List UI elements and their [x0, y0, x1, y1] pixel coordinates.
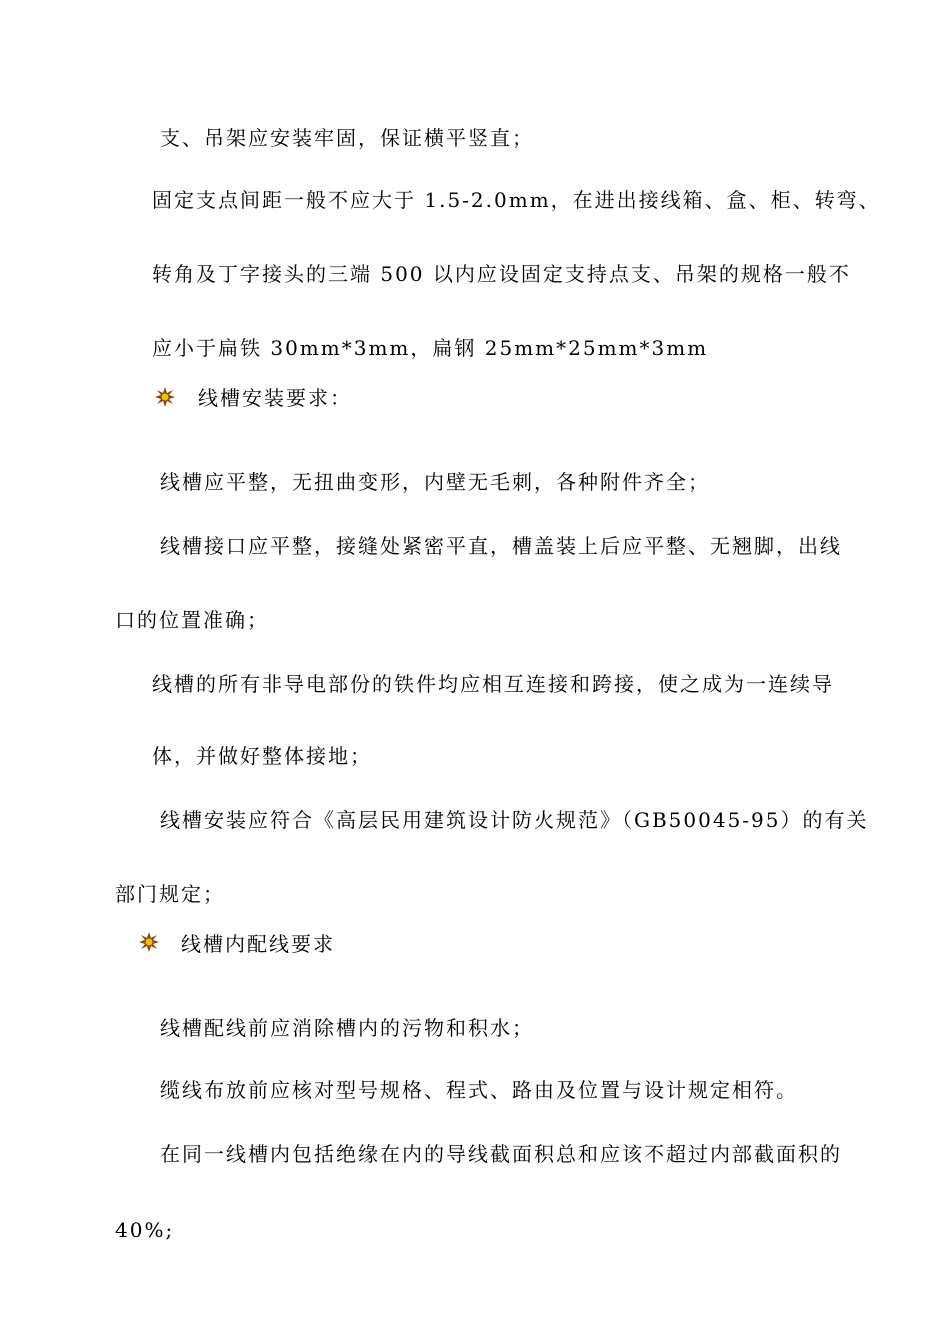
paragraph-trunking-joint: 线槽接口应平整，接缝处紧密平直，槽盖装上后应平整、无翘脚，出线	[160, 534, 842, 558]
paragraph-trunking-bonding: 线槽的所有非导电部份的铁件均应相互连接和跨接，使之成为一连续导	[152, 672, 834, 696]
paragraph-fixed-point-spacing-end: 应小于扁铁 30mm*3mm，扁钢 25mm*25mm*3mm	[152, 336, 709, 360]
paragraph-trunking-fire-code: 线槽安装应符合《高层民用建筑设计防火规范》（GB50045-95）的有关	[160, 808, 869, 832]
starburst-bullet-icon	[139, 932, 159, 952]
heading-trunking-install: 线槽安装要求：	[198, 386, 352, 410]
paragraph-wiring-clean: 线槽配线前应消除槽内的污物和积水；	[160, 1016, 534, 1040]
heading-trunking-wiring: 线槽内配线要求	[181, 932, 335, 956]
paragraph-fixed-point-spacing: 固定支点间距一般不应大于 1.5-2.0mm，在进出接线箱、盒、柜、转弯、	[152, 188, 881, 212]
paragraph-trunking-joint-cont: 口的位置准确；	[115, 608, 269, 632]
paragraph-fixed-point-spacing-cont: 转角及丁字接头的三端 500 以内应设固定支持点支、吊架的规格一般不	[152, 262, 851, 286]
starburst-bullet-icon	[155, 387, 175, 407]
paragraph-cross-section-cont: 40%;	[115, 1218, 175, 1242]
paragraph-cross-section: 在同一线槽内包括绝缘在内的导线截面积总和应该不超过内部截面积的	[160, 1142, 842, 1166]
paragraph-trunking-flat: 线槽应平整，无扭曲变形，内壁无毛刺，各种附件齐全；	[160, 470, 710, 494]
paragraph-trunking-bonding-cont: 体，并做好整体接地；	[152, 744, 372, 768]
paragraph-support-install: 支、吊架应安装牢固，保证横平竖直；	[160, 126, 534, 150]
paragraph-trunking-fire-code-cont: 部门规定；	[115, 882, 225, 906]
paragraph-cable-check: 缆线布放前应核对型号规格、程式、路由及位置与设计规定相符。	[160, 1078, 798, 1102]
